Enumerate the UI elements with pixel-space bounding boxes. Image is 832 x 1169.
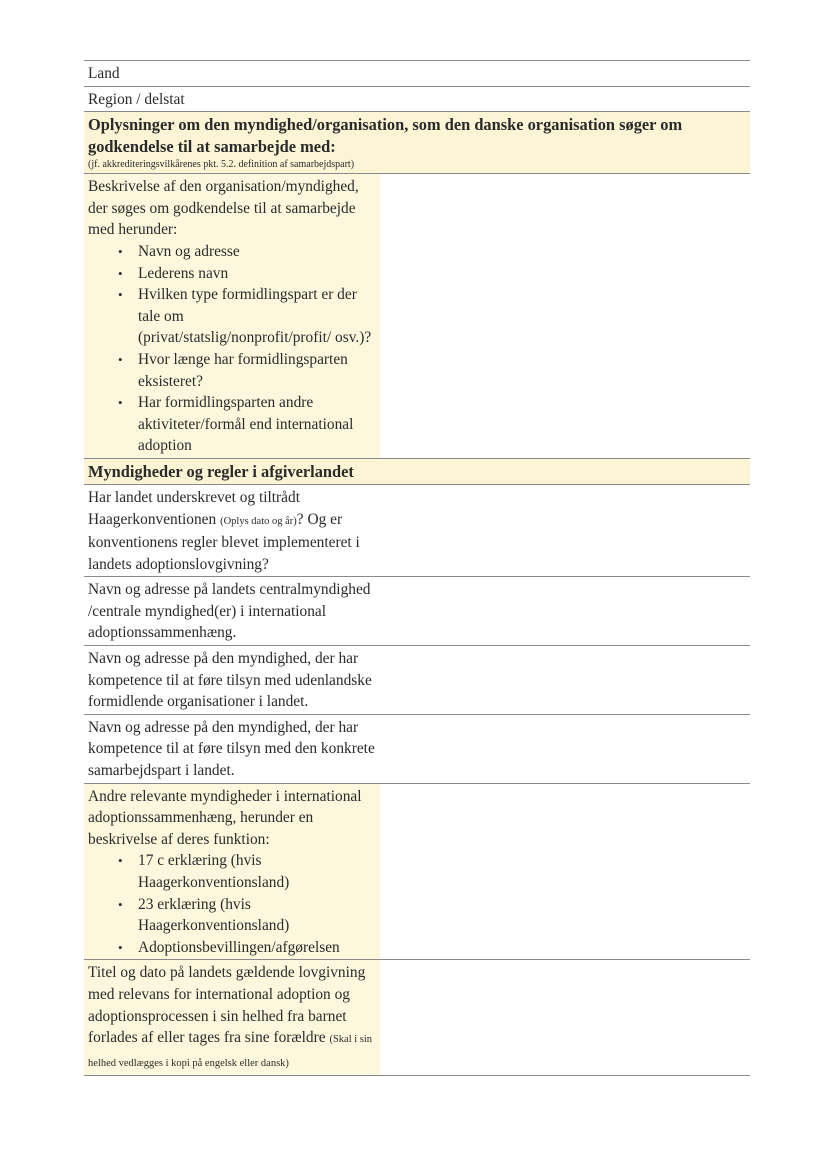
section-heading-text: Oplysninger om den myndighed/organisation, som den danske organisation søger om godkendelse til at samarbejde med: xyxy=(88,115,683,157)
legislation-small-note: (Skal i sin helhed vedlægges i kopi på engelsk eller dansk) xyxy=(88,1034,373,1069)
row-supervision-partner xyxy=(84,715,750,784)
description-intro: Beskrivelse af den organisation/myndighed, der søges om godkendelse til at samarbejde med herunder: xyxy=(88,178,359,239)
list-item: • Navn og adresse xyxy=(114,241,376,263)
row-land xyxy=(84,60,750,87)
hague-label: Har landet underskrevet og tiltrådt Haagerkonventionen (Oplys dato og år)? Og er konventionens regler blevet implementeret i landets adoptionslovgivning? xyxy=(88,488,360,573)
supervision-foreign-label: Navn og adresse på den myndighed, der har kompetence til at føre tilsyn med udenlandske formidlende organisationer i landet. xyxy=(88,650,372,711)
section-heading-note: (jf. akkrediteringsvilkårenes pkt. 5.2. definition af samarbejdspart) xyxy=(88,159,355,171)
row-legislation xyxy=(84,960,750,1076)
legislation-value[interactable] xyxy=(380,960,750,1075)
bullet-icon: • xyxy=(118,395,123,411)
bullet-icon: • xyxy=(118,243,123,259)
list-item: • Har formidlingsparten andre aktiviteter/formål end international adoption xyxy=(118,394,354,455)
bullet-icon: • xyxy=(118,265,123,281)
central-authority-value[interactable] xyxy=(380,577,750,645)
description-value[interactable] xyxy=(380,174,750,458)
land-value[interactable] xyxy=(380,61,750,86)
legislation-label: Titel og dato på landets gældende lovgivning med relevans for international adoption og adoptionsprocessen i sin helhed fra barnet forlades af eller tages fra sine forældre (Skal i sin helhed vedlægges i kopi på engelsk eller dansk) xyxy=(84,960,380,1075)
row-hague xyxy=(84,485,750,577)
section-heading-text: Myndigheder og regler i afgiverlandet xyxy=(88,461,354,481)
list-item: • Adoptionsbevillingen/afgørelsen xyxy=(114,937,376,959)
land-label: Land xyxy=(88,65,120,82)
row-central-authority xyxy=(84,577,750,646)
region-label: Region / delstat xyxy=(88,90,185,108)
other-authorities-bullet-list xyxy=(88,850,376,958)
row-description xyxy=(84,174,750,459)
list-item: • Lederens navn xyxy=(114,263,376,285)
other-authorities-label xyxy=(84,784,380,960)
supervision-foreign-value[interactable] xyxy=(380,646,750,714)
row-supervision-foreign xyxy=(84,646,750,715)
hague-small-note: (Oplys dato og år) xyxy=(220,515,297,527)
central-authority-label: Navn og adresse på landets centralmyndighed /centrale myndighed(er) i international adoptionssammenhæng. xyxy=(88,581,371,642)
list-item: • Hvor længe har formidlingsparten eksisteret? xyxy=(118,350,348,390)
list-item: • Hvilken type formidlingspart er der tale om (privat/statslig/nonprofit/profit/ osv.)? xyxy=(118,286,372,347)
bullet-icon: • xyxy=(118,287,123,303)
bullet-icon: • xyxy=(118,896,123,912)
row-section-regulations xyxy=(84,459,750,485)
bullet-icon: • xyxy=(118,853,123,869)
other-authorities-intro: Andre relevante myndigheder i international adoptionssammenhæng, herunder en beskrivelse af deres funktion: xyxy=(88,787,362,848)
other-authorities-value[interactable] xyxy=(380,784,750,960)
row-other-authorities xyxy=(84,784,750,961)
row-section-authority-info xyxy=(84,112,750,174)
form-table xyxy=(84,60,750,1076)
region-value[interactable] xyxy=(380,87,750,112)
bullet-icon: • xyxy=(118,939,123,955)
row-region xyxy=(84,87,750,113)
list-item: • 23 erklæring (hvis Haagerkonventionsland) xyxy=(118,895,290,935)
supervision-partner-label: Navn og adresse på den myndighed, der har kompetence til at føre tilsyn med den konkrete samarbejdspart i landet. xyxy=(88,718,375,780)
list-item: • 17 c erklæring (hvis Haagerkonventionsland) xyxy=(118,852,290,891)
description-bullet-list xyxy=(88,241,376,457)
description-label xyxy=(84,174,380,458)
hague-value[interactable] xyxy=(380,485,750,576)
section-heading-authority xyxy=(84,112,750,173)
bullet-icon: • xyxy=(118,351,123,367)
supervision-partner-value[interactable] xyxy=(380,715,750,783)
section-heading-regulations xyxy=(84,459,750,484)
